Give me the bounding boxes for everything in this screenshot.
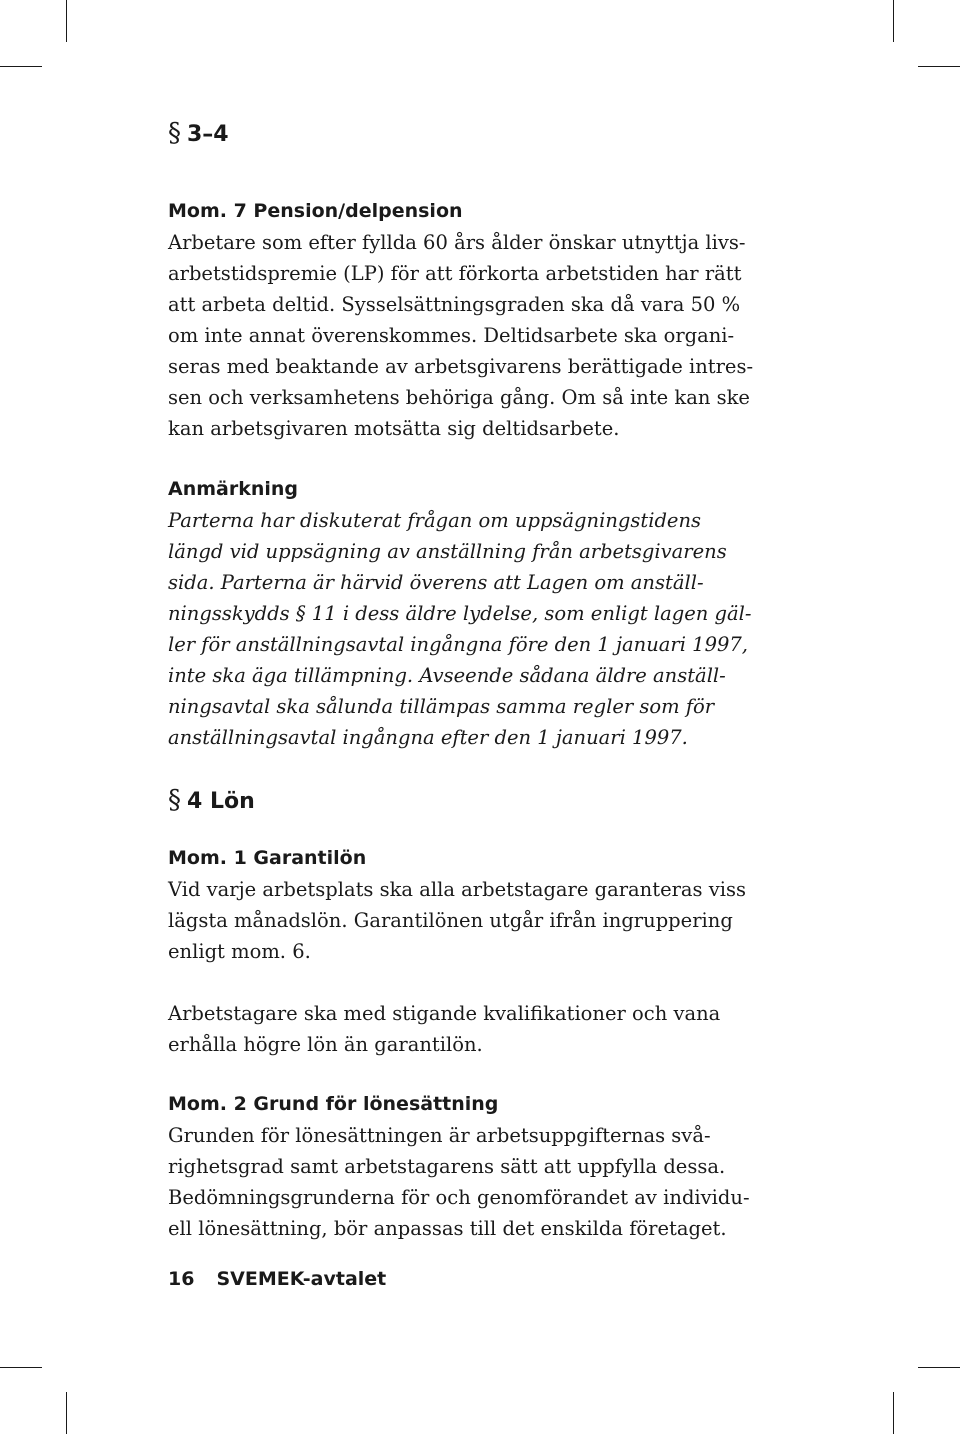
crop-mark-top-right-v xyxy=(893,0,894,42)
crop-mark-bottom-right-v xyxy=(893,1392,894,1434)
text-line: Arbetare som efter fyllda 60 års ålder önskar utnyttja livs- xyxy=(168,231,746,254)
text-line: lägsta månadslön. Garantilönen utgår ifrån ingruppering xyxy=(168,909,733,932)
text-line: righetsgrad samt arbetstagarens sätt att uppfylla dessa. xyxy=(168,1155,726,1178)
section-sign: § xyxy=(168,118,181,148)
text-line: om inte annat överenskommes. Deltidsarbete ska organi- xyxy=(168,324,735,347)
mom1-paragraph-2 xyxy=(168,998,818,1060)
section-sign: § xyxy=(168,785,181,815)
text-line: sida. Parterna är härvid överens att Lagen om anställ- xyxy=(168,571,704,594)
note-heading: Anmärkning xyxy=(168,478,299,500)
crop-mark-bottom-left-h xyxy=(0,1367,42,1368)
text-line: ningsskydds § 11 i dess äldre lydelse, som enligt lagen gäl- xyxy=(168,602,752,625)
text-line: Grunden för lönesättningen är arbetsuppgifternas svå- xyxy=(168,1124,711,1147)
crop-mark-top-right-h xyxy=(918,66,960,67)
page-number: 16 xyxy=(168,1268,195,1290)
section-title: 4 Lön xyxy=(187,789,255,814)
text-line: seras med beaktande av arbetsgivarens berättigade intres- xyxy=(168,355,754,378)
section-heading-3-4 xyxy=(168,118,818,150)
crop-mark-top-left-h xyxy=(0,66,42,67)
text-line: enligt mom. 6. xyxy=(168,940,311,963)
page-footer xyxy=(168,1264,386,1294)
document-title: SVEMEK-avtalet xyxy=(216,1268,387,1290)
mom2-heading: Mom. 2 Grund för lönesättning xyxy=(168,1093,499,1115)
mom7-paragraph xyxy=(168,227,818,444)
crop-mark-top-left-v xyxy=(66,0,67,42)
text-line: inte ska äga tillämpning. Avseende sådana äldre anställ- xyxy=(168,664,726,687)
text-line: Vid varje arbetsplats ska alla arbetstagare garanteras viss xyxy=(168,878,747,901)
mom1-paragraph-1 xyxy=(168,874,818,967)
text-line: längd vid uppsägning av anställning från arbetsgivarens xyxy=(168,540,727,563)
text-line: arbetstidspremie (LP) för att förkorta arbetstiden har rätt xyxy=(168,262,742,285)
text-line: erhålla högre lön än garantilön. xyxy=(168,1033,483,1056)
text-line: ningsavtal ska sålunda tillämpas samma regler som för xyxy=(168,695,715,718)
text-line: kan arbetsgivaren motsätta sig deltidsarbete. xyxy=(168,417,620,440)
crop-mark-bottom-right-h xyxy=(918,1367,960,1368)
document-page xyxy=(168,118,818,1244)
text-line: ell lönesättning, bör anpassas till det enskilda företaget. xyxy=(168,1217,727,1240)
text-line: Bedömningsgrunderna för och genomförandet av individu- xyxy=(168,1186,750,1209)
text-line: Arbetstagare ska med stigande kvalifikationer och vana xyxy=(168,1002,721,1025)
mom2-paragraph xyxy=(168,1120,818,1244)
mom1-heading: Mom. 1 Garantilön xyxy=(168,847,367,869)
text-line: anställningsavtal ingångna efter den 1 januari 1997. xyxy=(168,726,688,749)
note-paragraph xyxy=(168,505,818,753)
text-line: sen och verksamhetens behöriga gång. Om så inte kan ske xyxy=(168,386,750,409)
text-line: att arbeta deltid. Sysselsättningsgraden ska då vara 50 % xyxy=(168,293,741,316)
crop-mark-bottom-left-v xyxy=(66,1392,67,1434)
section-number: 3–4 xyxy=(187,122,229,147)
text-line: Parterna har diskuterat frågan om uppsägningstidens xyxy=(168,509,702,532)
text-line: ler för anställningsavtal ingångna före den 1 januari 1997, xyxy=(168,633,749,656)
mom7-heading: Mom. 7 Pension/delpension xyxy=(168,200,463,222)
section-heading-4 xyxy=(168,785,818,817)
